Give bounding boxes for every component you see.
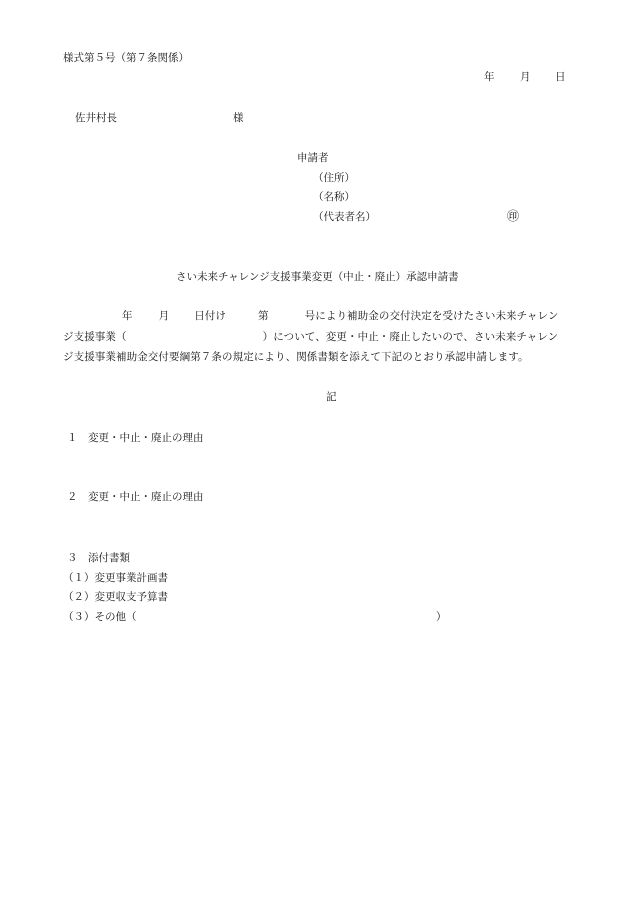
date-month-label: 月 xyxy=(520,71,531,83)
attachment-item-3-close: ） xyxy=(436,611,447,623)
seal-stamp: ㊞ xyxy=(507,209,520,223)
body-line2-start: ジ支援事業（ xyxy=(63,330,127,343)
date-day-label: 日 xyxy=(555,71,566,83)
body-paragraph xyxy=(63,306,575,368)
attachment-item-2: （２）変更収支予算書 xyxy=(63,591,168,603)
attachment-item-3-label: （３）その他（ xyxy=(63,611,137,623)
addressee-honorific: 様 xyxy=(233,112,244,124)
ki-label: 記 xyxy=(326,391,337,403)
date-year-label: 年 xyxy=(484,71,495,83)
attachment-item-3 xyxy=(63,610,137,624)
body-day-dated: 日付け xyxy=(194,310,227,322)
section-2-heading: ２ 変更・中止・廃止の理由 xyxy=(67,491,204,503)
body-line-2 xyxy=(63,327,575,348)
attachment-item-1: （１）変更事業計画書 xyxy=(63,572,168,584)
addressee-name: 佐井村長 xyxy=(75,112,117,124)
applicant-label: 申請者 xyxy=(297,152,329,164)
section-3-heading: ３ 添付書類 xyxy=(67,552,130,564)
applicant-address-label: （住所） xyxy=(313,172,355,184)
document-title: さい未来チャレンジ支援事業変更（中止・廃止）承認申請書 xyxy=(176,271,459,283)
section-1-heading: １ 変更・中止・廃止の理由 xyxy=(67,432,204,444)
body-line-1 xyxy=(63,306,575,327)
body-year: 年 xyxy=(122,310,133,322)
body-line-3: ジ支援事業補助金交付要綱第７条の規定により、関係書類を添えて下記のとおり承認申請します。 xyxy=(63,351,529,363)
body-line2-rest: ）について、変更・中止・廃止したいので、さい未来チャレン xyxy=(262,330,559,343)
form-number: 様式第５号（第７条関係） xyxy=(63,52,189,64)
applicant-representative-label: （代表者名） xyxy=(313,211,376,223)
body-dai: 第 xyxy=(258,310,269,322)
body-line1-rest: 号により補助金の交付決定を受けたさい未来チャレン xyxy=(304,310,559,322)
body-month: 月 xyxy=(158,310,170,322)
applicant-name-label: （名称） xyxy=(313,191,355,203)
